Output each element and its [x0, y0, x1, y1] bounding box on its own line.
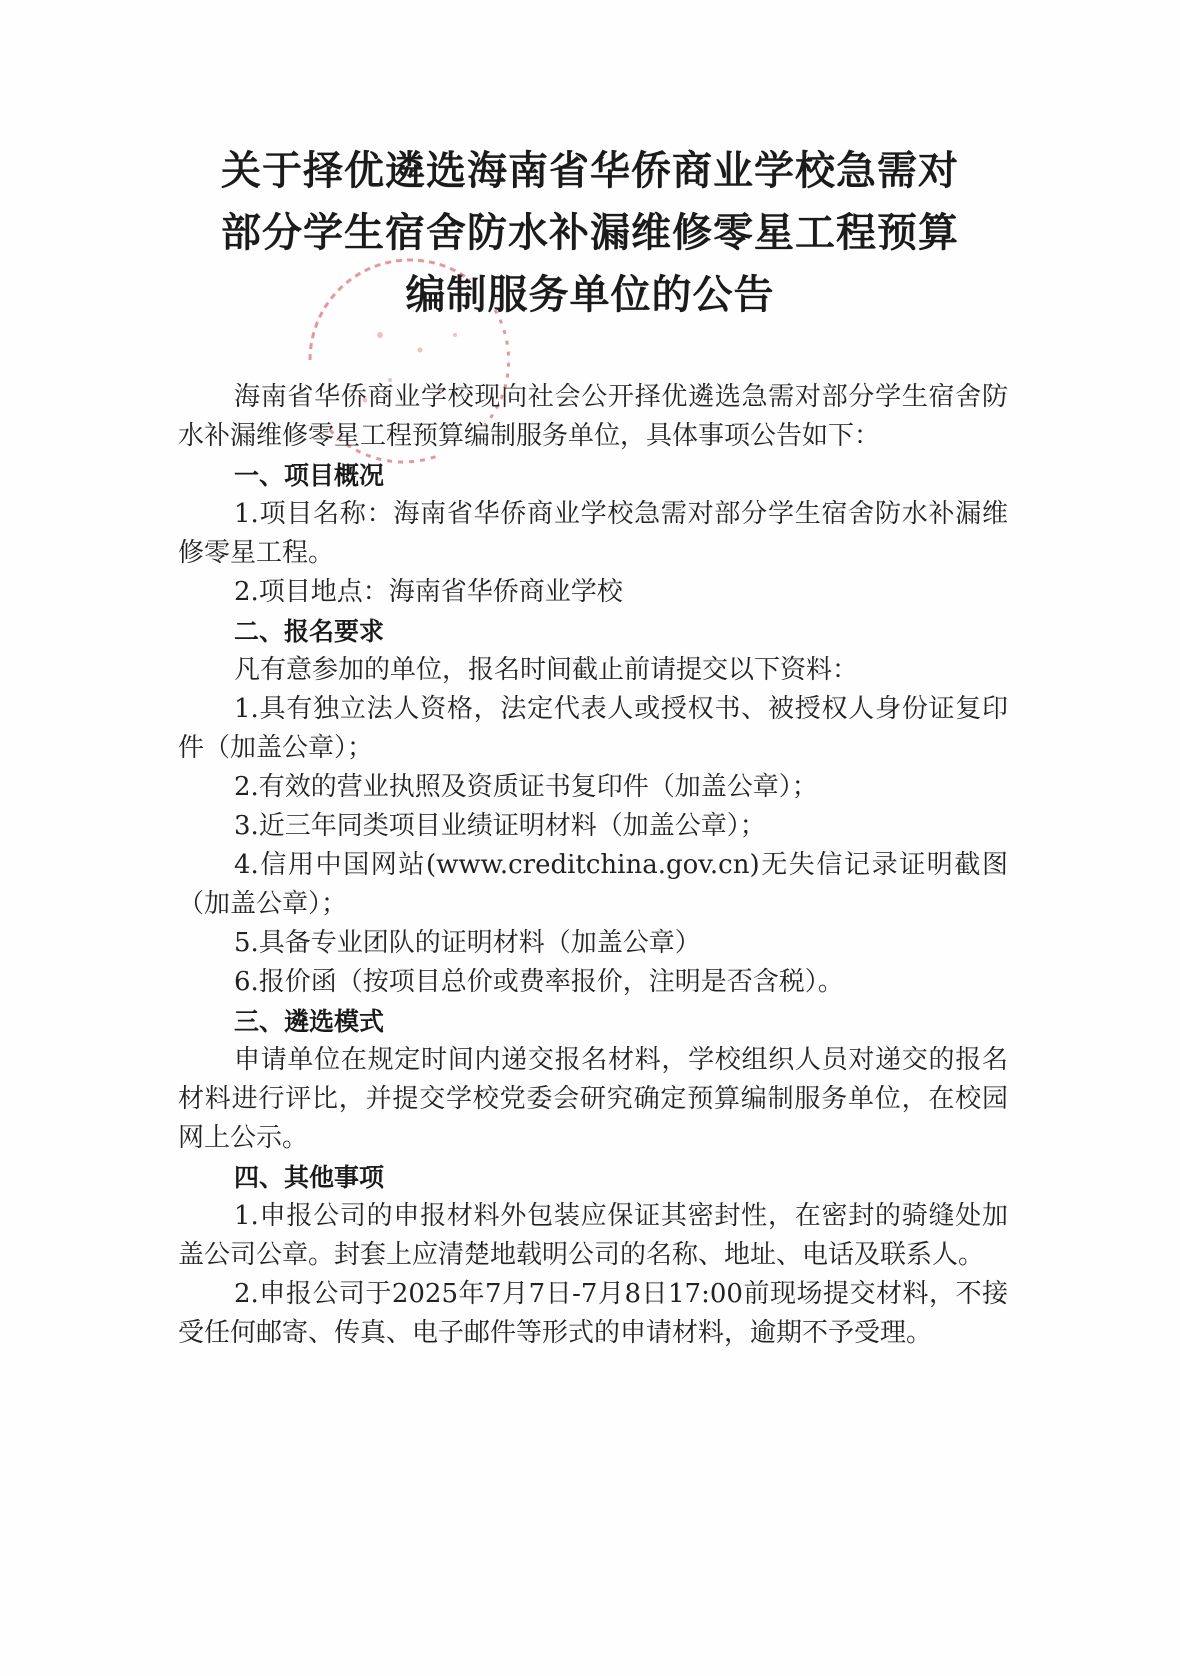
requirement-item-6: 6.报价函（按项目总价或费率报价，注明是否含税）。 [234, 967, 844, 997]
overview-item-2: 2.项目地点：海南省华侨商业学校 [234, 577, 623, 607]
title-line-2: 部分学生宿舍防水补漏维修零星工程预算 [221, 210, 959, 256]
section-heading-overview: 一、项目概况 [234, 461, 385, 490]
other-item-1: 1.申报公司的申报材料外包装应保证其密封性，在密封的骑缝处加盖公司公章。封套上应清楚地载明公司的名称、地址、电话及联系人。 [178, 1201, 1008, 1270]
document-body [178, 378, 1008, 1353]
requirement-item-1: 1.具有独立法人资格，法定代表人或授权书、被授权人身份证复印件（加盖公章）； [178, 694, 1008, 763]
title-line-3: 编制服务单位的公告 [405, 272, 775, 318]
section-heading-other: 四、其他事项 [234, 1163, 385, 1192]
requirement-item-5: 5.具备专业团队的证明材料（加盖公章） [234, 928, 701, 958]
other-item-2: 2.申报公司于2025年7月7日-7月8日17:00前现场提交材料，不接受任何邮寄、传真、电子邮件等形式的申请材料，逾期不予受理。 [178, 1279, 1008, 1348]
selection-paragraph: 申请单位在规定时间内递交报名材料，学校组织人员对递交的报名材料进行评比，并提交学校党委会研究确定预算编制服务单位，在校园网上公示。 [178, 1045, 1008, 1153]
title-line-1: 关于择优遴选海南省华侨商业学校急需对 [221, 148, 959, 194]
overview-item-1: 1.项目名称：海南省华侨商业学校急需对部分学生宿舍防水补漏维修零星工程。 [178, 499, 1008, 568]
requirement-item-4: 4.信用中国网站(www.creditchina.gov.cn)无失信记录证明截图（加盖公章）； [178, 850, 1008, 919]
requirement-item-2: 2.有效的营业执照及资质证书复印件（加盖公章）； [234, 772, 818, 802]
requirements-lead: 凡有意参加的单位，报名时间截止前请提交以下资料： [234, 655, 859, 685]
requirement-item-3: 3.近三年同类项目业绩证明材料（加盖公章）； [234, 811, 766, 841]
intro-paragraph: 海南省华侨商业学校现向社会公开择优遴选急需对部分学生宿舍防水补漏维修零星工程预算编制服务单位，具体事项公告如下： [178, 382, 1008, 451]
section-heading-requirements: 二、报名要求 [234, 617, 385, 646]
section-heading-selection: 三、遴选模式 [234, 1007, 385, 1036]
